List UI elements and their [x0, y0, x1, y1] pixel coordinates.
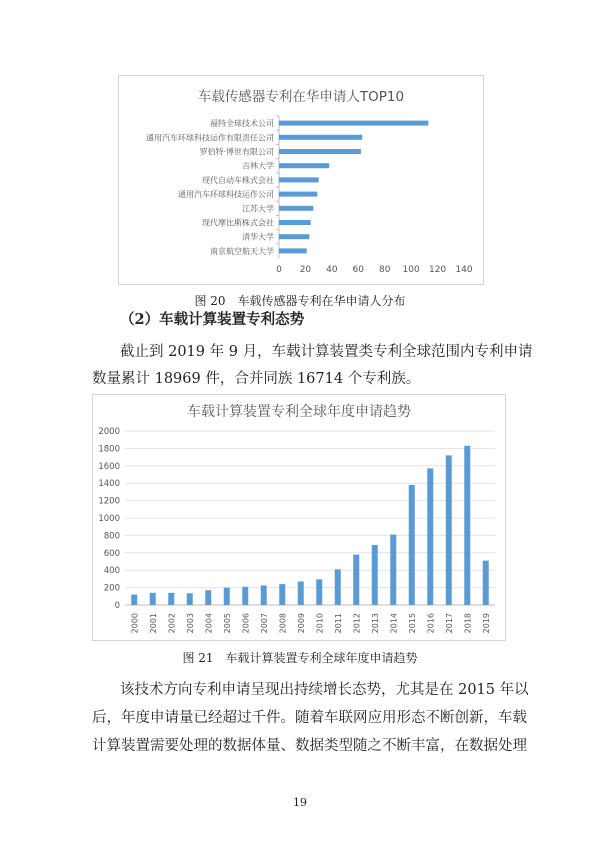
x-tick-label-2014: 2014	[389, 613, 399, 634]
bar-3	[279, 163, 329, 168]
bar-2002	[168, 593, 174, 605]
x-tick-label-2016: 2016	[426, 613, 436, 634]
y-tick-label-4: 800	[103, 531, 120, 542]
bar-2013	[372, 545, 378, 605]
x-tick-label-2001: 2001	[148, 613, 158, 634]
category-label-8: 清华大学	[242, 232, 274, 242]
y-tick-label-2: 400	[103, 566, 120, 577]
category-label-5: 通用汽车环球科技运作公司	[178, 190, 274, 200]
figure-21-caption: 图 21 车载计算装置专利全球年度申请趋势	[182, 651, 418, 665]
bar-4	[279, 177, 319, 182]
bar-2009	[298, 582, 304, 605]
paragraph-2-line-2: 后，年度申请量已经超过千件。随着车联网应用形态不断创新，车载	[92, 710, 527, 726]
y-tick-label-3: 600	[103, 548, 120, 559]
bar-2015	[409, 485, 415, 605]
chart2-plot	[93, 395, 505, 640]
x-tick-label-2015: 2015	[407, 613, 417, 634]
x-tick-label-2006: 2006	[241, 613, 251, 634]
category-label-0: 福特全球技术公司	[210, 119, 274, 129]
chart1-title: 车载传感器专利在华申请人TOP10	[197, 89, 405, 105]
bar-8	[279, 234, 309, 239]
bar-2001	[150, 593, 156, 605]
x-tick-label-2012: 2012	[352, 613, 362, 634]
bar-6	[279, 206, 313, 211]
bar-2010	[316, 579, 322, 605]
x-tick-label-2019: 2019	[481, 613, 491, 634]
bar-2019	[483, 561, 489, 605]
x-tick-label-3: 60	[352, 265, 365, 275]
bar-7	[279, 220, 311, 225]
bar-2000	[131, 595, 137, 605]
bar-1	[279, 135, 362, 140]
paragraph-2-line-1: 该技术方向专利申请呈现出持续增长态势，尤其是在 2015 年以	[120, 682, 529, 698]
y-tick-label-9: 1800	[98, 444, 120, 455]
category-label-1: 通用汽车环球科技运作有限责任公司	[146, 133, 274, 143]
x-tick-label-7: 140	[455, 265, 473, 275]
category-label-4: 现代自动车株式会社	[202, 175, 274, 185]
x-tick-label-4: 80	[378, 265, 391, 275]
bar-2018	[464, 446, 470, 605]
x-tick-label-2007: 2007	[259, 613, 269, 634]
applicants-bar-chart	[118, 75, 484, 285]
y-tick-label-8: 1600	[98, 461, 120, 472]
bar-2007	[261, 585, 267, 605]
x-tick-label-1: 20	[299, 265, 312, 275]
category-label-7: 现代摩比斯株式会社	[202, 218, 274, 228]
y-tick-label-0: 0	[114, 601, 120, 611]
y-tick-label-5: 1000	[98, 514, 120, 524]
x-tick-label-2004: 2004	[204, 613, 214, 634]
category-label-3: 吉林大学	[242, 161, 274, 171]
x-tick-label-2009: 2009	[296, 613, 306, 634]
x-tick-label-0: 0	[276, 265, 282, 275]
annual-trend-bar-chart	[92, 394, 506, 641]
bar-2003	[187, 593, 193, 605]
paragraph-1-line-2: 数量累计 18969 件，合并同族 16714 个专利族。	[92, 371, 421, 387]
x-tick-label-2017: 2017	[444, 613, 454, 634]
bar-9	[279, 248, 307, 253]
bar-2017	[446, 455, 452, 605]
x-tick-label-2005: 2005	[222, 613, 232, 634]
y-tick-label-1: 200	[103, 583, 120, 594]
x-tick-label-2008: 2008	[278, 613, 288, 634]
y-tick-label-7: 1400	[98, 479, 120, 490]
bar-0	[279, 121, 428, 126]
bar-2	[279, 149, 361, 154]
x-tick-label-2013: 2013	[370, 613, 380, 634]
bar-2011	[335, 569, 341, 605]
x-tick-label-2010: 2010	[315, 613, 325, 634]
x-tick-label-2000: 2000	[130, 613, 140, 634]
x-tick-label-2018: 2018	[463, 613, 473, 634]
bar-5	[279, 192, 317, 197]
bar-2008	[279, 584, 285, 605]
bar-2012	[353, 555, 359, 605]
category-label-2: 罗伯特·博世有限公司	[199, 147, 274, 157]
bar-2014	[390, 535, 396, 605]
paragraph-1-line-1: 截止到 2019 年 9 月，车载计算装置类专利全球范围内专利申请	[120, 344, 533, 360]
bar-2016	[427, 468, 433, 605]
y-tick-label-6: 1200	[98, 496, 120, 507]
x-tick-label-2003: 2003	[185, 613, 195, 634]
category-label-6: 江苏大学	[242, 204, 274, 214]
paragraph-2-line-3: 计算装置需要处理的数据体量、数据类型随之不断丰富，在数据处理	[92, 738, 527, 754]
chart1-plot	[119, 76, 483, 284]
x-tick-label-2: 40	[326, 265, 338, 275]
bar-2004	[205, 590, 211, 605]
chart2-title: 车载计算装置专利全球年度申请趋势	[187, 404, 411, 420]
bar-2006	[242, 587, 248, 605]
bar-2005	[224, 588, 230, 605]
x-tick-label-5: 100	[402, 265, 420, 275]
figure-20-caption: 图 20 车载传感器专利在华申请人分布	[194, 294, 406, 308]
x-tick-label-6: 120	[428, 265, 447, 275]
page-number: 19	[293, 796, 307, 809]
y-tick-label-10: 2000	[98, 427, 120, 437]
category-label-9: 南京航空航天大学	[210, 246, 274, 256]
x-tick-label-2002: 2002	[167, 613, 177, 634]
x-tick-label-2011: 2011	[333, 613, 343, 634]
section-heading: （2）车载计算装置专利态势	[120, 311, 305, 328]
